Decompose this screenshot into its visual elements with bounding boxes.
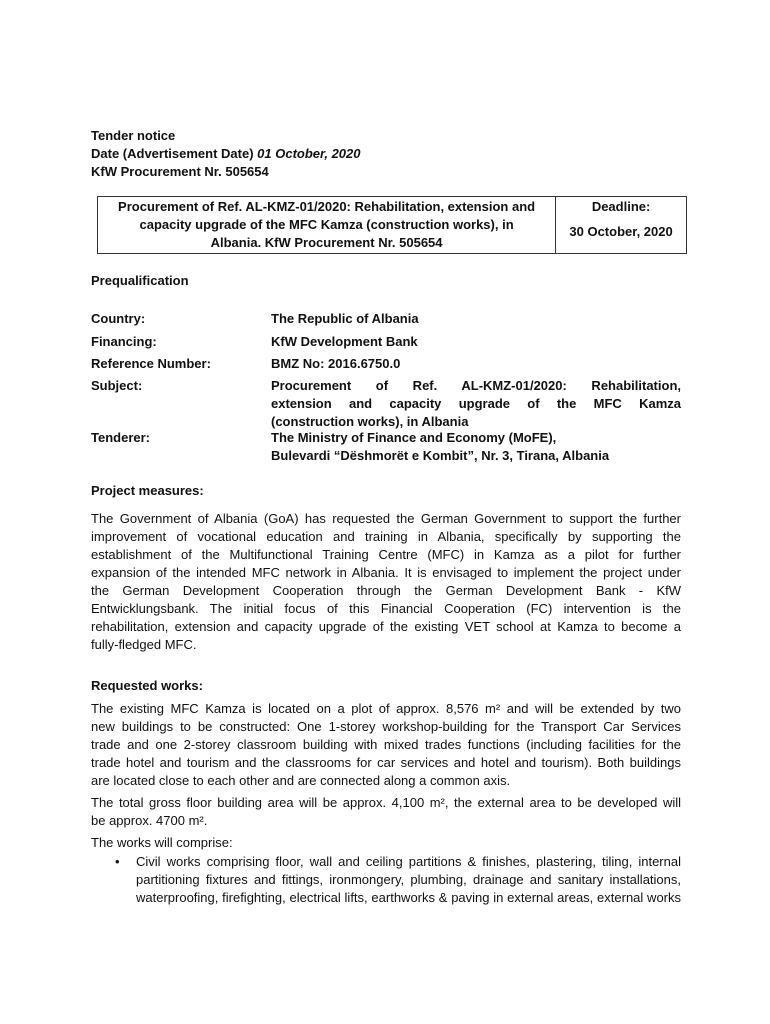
country-label: Country: [91,311,146,326]
paragraph-line: Civil works comprising floor, wall and ceiling partitions & finishes, plastering, tiling, internal [136,854,681,869]
kfw-procurement-number: KfW Procurement Nr. 505654 [91,164,269,179]
procurement-title-line: capacity upgrade of the MFC Kamza (construction works), in [139,217,514,232]
paragraph-line: be approx. 4700 m². [91,813,208,828]
subject-line: Procurement of Ref. AL-KMZ-01/2020: Rehabilitation, [271,378,681,393]
paragraph-line: establishment of the Multifunctional Training Centre (MFC) in Kamza as a pilot for further [91,547,681,562]
paragraph-line: The Government of Albania (GoA) has requested the German Government to support the further [91,511,681,526]
paragraph-line: The works will comprise: [91,835,233,850]
paragraph-line: fully-fledged MFC. [91,637,197,652]
works-comprise-intro [91,834,681,852]
subject-value [271,377,681,431]
prequalification-heading: Prequalification [91,273,189,288]
notice-header [91,127,361,181]
paragraph-line: expansion of the intended MFC network in Albania. It is envisaged to implement the project under [91,565,681,580]
project-measures-paragraph [91,510,681,654]
tenderer-value [271,429,681,465]
advertisement-date-value: 01 October, 2020 [257,146,361,161]
paragraph-line: Entwicklungsbank. The initial focus of this Financial Cooperation (FC) intervention is the [91,601,681,616]
paragraph-line: trade and one 2-storey classroom building with mixed trades functions (including facilities for the [91,737,681,752]
reference-number-label: Reference Number: [91,356,211,371]
country-value: The Republic of Albania [271,311,419,326]
paragraph-line: are located close to each other and are connected along a common axis. [91,773,511,788]
subject-line: (construction works), in Albania [271,414,469,429]
notice-title: Tender notice [91,128,176,143]
paragraph-line: new buildings to be constructed: One 1-storey workshop-building for the Transport Car Services [91,719,681,734]
reference-number-value: BMZ No: 2016.6750.0 [271,356,401,371]
procurement-title-cell [98,197,556,254]
bullet-icon: • [115,854,120,869]
paragraph-line: improvement of vocational education and training in Albania, specifically by supporting the [91,529,681,544]
project-measures-heading: Project measures: [91,483,204,498]
paragraph-line: The existing MFC Kamza is located on a plot of approx. 8,576 m² and will be extended by two [91,701,681,716]
financing-label: Financing: [91,334,157,349]
paragraph-line: trade hotel and tourism and the classrooms for car services and hotel and tourism). Both buildings [91,755,681,770]
tenderer-line: Bulevardi “Dëshmorët e Kombit”, Nr. 3, Tirana, Albania [271,448,610,463]
tenderer-line: The Ministry of Finance and Economy (MoFE), [271,430,557,445]
deadline-label: Deadline: [591,199,651,214]
requested-works-paragraph-2 [91,794,681,830]
requested-works-heading: Requested works: [91,678,203,693]
advertisement-date-line [91,145,361,163]
paragraph-line: partitioning fixtures and fittings, ironmongery, plumbing, drainage and sanitary installations, [136,872,681,887]
advertisement-date-label: Date (Advertisement Date) [91,146,258,161]
tenderer-label: Tenderer: [91,430,150,445]
paragraph-line: The total gross floor building area will be approx. 4,100 m², the external area to be developed will [91,795,681,810]
requested-works-paragraph-1 [91,700,681,790]
subject-label: Subject: [91,378,143,393]
deadline-date: 30 October, 2020 [569,224,673,239]
paragraph-line: rehabilitation, extension and capacity upgrade of the existing VET school at Kamza to become a [91,619,681,634]
paragraph-line: waterproofing, firefighting, electrical lifts, earthworks & paving in external areas, external works [136,890,681,905]
bullet-text [136,853,681,907]
procurement-title-line: Albania. KfW Procurement Nr. 505654 [210,235,443,250]
financing-value: KfW Development Bank [271,334,418,349]
paragraph-line: the German Development Cooperation through the German Development Bank - KfW [91,583,681,598]
subject-line: extension and capacity upgrade of the MFC Kamza [271,396,681,411]
deadline-cell [556,197,687,254]
procurement-title-line: Procurement of Ref. AL-KMZ-01/2020: Rehabilitation, extension and [118,199,536,214]
procurement-table [97,196,687,254]
